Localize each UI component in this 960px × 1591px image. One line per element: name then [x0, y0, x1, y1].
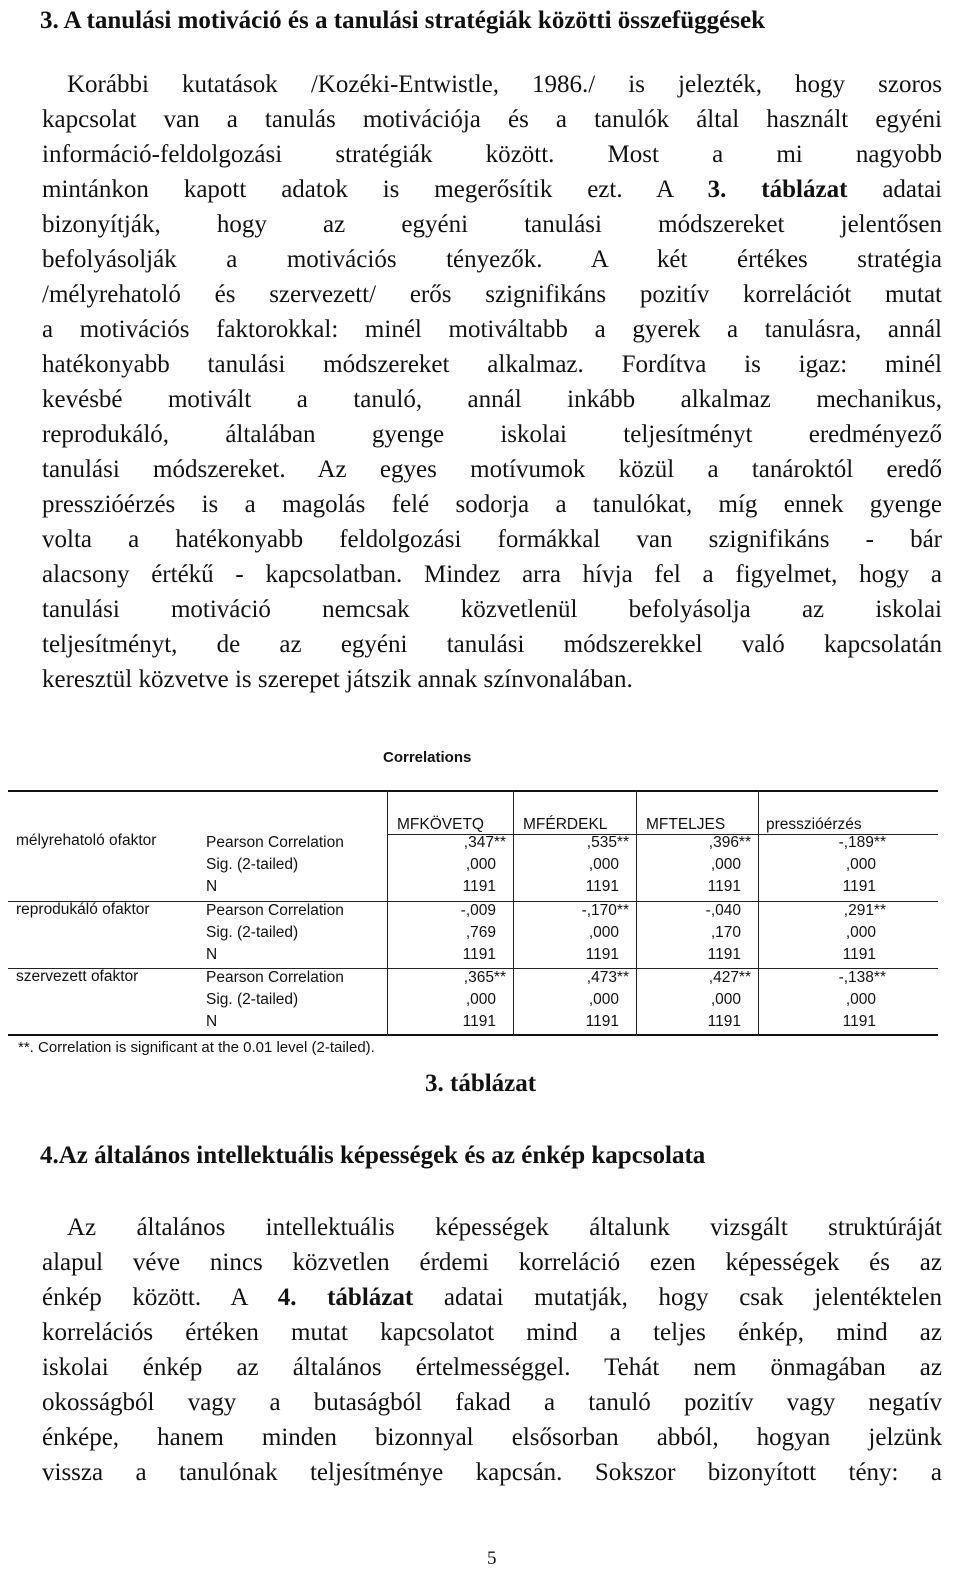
stat-label: N: [206, 1013, 218, 1030]
column-header: MFÉRDEKL: [523, 816, 608, 833]
paragraph-line: okosságból vagy a butaságból fakad a tanuló pozitív vagy negatív: [42, 1389, 942, 1416]
table-cell: ,000: [588, 924, 619, 941]
table-cell: ,000: [845, 991, 876, 1008]
stat-label: Sig. (2-tailed): [206, 856, 299, 873]
table-cell: 1191: [707, 878, 741, 895]
paragraph-line: énképe, hanem minden bizonnyal elsősorban abból, hogyan jelzünk: [42, 1424, 942, 1451]
table-cell: -,170**: [581, 902, 629, 919]
paragraph-line: tanulási motiváció nemcsak közvetlenül befolyásolja az iskolai: [42, 596, 942, 623]
correlations-table: [8, 790, 938, 1036]
column-divider: [387, 790, 388, 1036]
table-cell: 1191: [842, 1013, 876, 1030]
table-cell: ,769: [465, 924, 496, 941]
table-cell: ,000: [588, 856, 619, 873]
row-factor-label: szervezett ofaktor: [16, 968, 139, 985]
page-number: 5: [487, 1548, 497, 1569]
stat-label: Sig. (2-tailed): [206, 924, 299, 941]
paragraph-line: iskolai énkép az általános értelmességgel. Tehát nem önmagában az: [42, 1354, 942, 1381]
table-cell: ,000: [845, 856, 876, 873]
table-cell: -,189**: [838, 834, 886, 851]
table-cell: 1191: [842, 946, 876, 963]
paragraph-line: kevésbé motivált a tanuló, annál inkább alkalmaz mechanikus,: [42, 386, 942, 413]
table-cell: ,000: [588, 991, 619, 1008]
paragraph-line: alacsony értékű - kapcsolatban. Mindez arra hívja fel a figyelmet, hogy a: [42, 561, 942, 588]
paragraph-line: kapcsolat van a tanulás motivációja és a tanulók által használt egyéni: [42, 106, 942, 133]
table-cell: ,000: [710, 991, 741, 1008]
paragraph-line: presszióérzés is a magolás felé sodorja a tanulókat, míg ennek gyenge: [42, 491, 942, 518]
table-cell: 1191: [842, 878, 876, 895]
table-cell: -,040: [705, 902, 741, 919]
paragraph-line: reprodukáló, általában gyenge iskolai teljesítményt eredményező: [42, 421, 942, 448]
paragraph-line: Az általános intellektuális képességek általunk vizsgált struktúráját: [67, 1214, 942, 1241]
section-3-paragraph: [42, 67, 942, 697]
table-border-top: [8, 790, 938, 792]
section-3-heading: 3. A tanulási motiváció és a tanulási stratégiák közötti összefüggések: [40, 7, 765, 34]
section-4-heading: 4.Az általános intellektuális képességek és az énkép kapcsolata: [40, 1142, 706, 1169]
table-cell: 1191: [585, 1013, 619, 1030]
table-cell: ,365**: [463, 969, 506, 986]
paragraph-line: keresztül közvetve is szerepet játszik annak színvonalában.: [42, 666, 633, 693]
table-caption: 3. táblázat: [425, 1070, 537, 1097]
paragraph-line: teljesítményt, de az egyéni tanulási módszerekkel való kapcsolatán: [42, 631, 942, 658]
column-divider: [513, 790, 514, 1036]
table-cell: ,427**: [708, 969, 751, 986]
column-header: presszióérzés: [766, 816, 862, 833]
paragraph-line: tanulási módszereket. Az egyes motívumok közül a tanároktól eredő: [42, 456, 942, 483]
stat-label: Pearson Correlation: [206, 834, 344, 851]
paragraph-line: bizonyítják, hogy az egyéni tanulási módszereket jelentősen: [42, 211, 942, 238]
paragraph-line: mintánkon kapott adatok is megerősítik ezt. A 3. táblázat adatai: [42, 176, 942, 203]
table-cell: 1191: [585, 878, 619, 895]
paragraph-line: hatékonyabb tanulási módszereket alkalmaz. Fordítva is igaz: minél: [42, 351, 942, 378]
paragraph-line: énkép között. A 4. táblázat adatai mutatják, hogy csak jelentéktelen: [42, 1284, 942, 1311]
section-4-paragraph: [42, 1210, 942, 1490]
column-divider: [636, 790, 637, 1036]
table-cell: ,000: [465, 991, 496, 1008]
paragraph-line: Korábbi kutatások /Kozéki-Entwistle, 1986./ is jelezték, hogy szoros: [67, 71, 942, 98]
paragraph-line: /mélyrehatoló és szervezett/ erős szignifikáns pozitív korrelációt mutat: [42, 281, 942, 308]
paragraph-line: alapul véve nincs közvetlen érdemi korreláció ezen képességek és az: [42, 1249, 942, 1276]
table-cell: ,535**: [586, 834, 629, 851]
table-cell: 1191: [462, 878, 496, 895]
stat-label: N: [206, 946, 218, 963]
table-cell: ,000: [710, 856, 741, 873]
table-title: Correlations: [383, 749, 472, 766]
table-cell: 1191: [585, 946, 619, 963]
table-cell: 1191: [462, 1013, 496, 1030]
table-cell: ,000: [465, 856, 496, 873]
table-cell: ,170: [710, 924, 741, 941]
paragraph-line: vissza a tanulónak teljesítménye kapcsán. Sokszor bizonyított tény: a: [42, 1459, 942, 1486]
paragraph-line: korrelációs értéken mutat kapcsolatot mind a teljes énkép, mind az: [42, 1319, 942, 1346]
table-cell: -,138**: [838, 969, 886, 986]
table-cell: ,291**: [843, 902, 886, 919]
column-header: MFTELJES: [646, 816, 726, 833]
row-factor-label: mélyrehatoló ofaktor: [16, 832, 157, 849]
stat-label: Sig. (2-tailed): [206, 991, 299, 1008]
paragraph-line: a motivációs faktorokkal: minél motiváltabb a gyerek a tanulásra, annál: [42, 316, 942, 343]
table-cell: 1191: [707, 1013, 741, 1030]
stat-label: Pearson Correlation: [206, 902, 344, 919]
paragraph-line: volta a hatékonyabb feldolgozási formákkal van szignifikáns - bár: [42, 526, 942, 553]
table-footnote: **. Correlation is significant at the 0.01 level (2-tailed).: [18, 1039, 375, 1056]
row-factor-label: reprodukáló ofaktor: [16, 901, 150, 918]
table-cell: 1191: [707, 946, 741, 963]
column-divider: [758, 790, 759, 1036]
table-border-bottom: [8, 1034, 938, 1036]
paragraph-line: információ-feldolgozási stratégiák között. Most a mi nagyobb: [42, 141, 942, 168]
table-cell: ,000: [845, 924, 876, 941]
table-reference: 3. táblázat: [707, 176, 848, 203]
stat-label: N: [206, 878, 218, 895]
table-cell: ,473**: [586, 969, 629, 986]
table-cell: 1191: [462, 946, 496, 963]
table-cell: -,009: [460, 902, 496, 919]
table-cell: ,396**: [708, 834, 751, 851]
table-cell: ,347**: [463, 834, 506, 851]
table-reference: 4. táblázat: [277, 1284, 414, 1311]
paragraph-line: befolyásolják a motivációs tényezők. A két értékes stratégia: [42, 246, 942, 273]
column-header: MFKÖVETQ: [397, 816, 484, 833]
stat-label: Pearson Correlation: [206, 969, 344, 986]
